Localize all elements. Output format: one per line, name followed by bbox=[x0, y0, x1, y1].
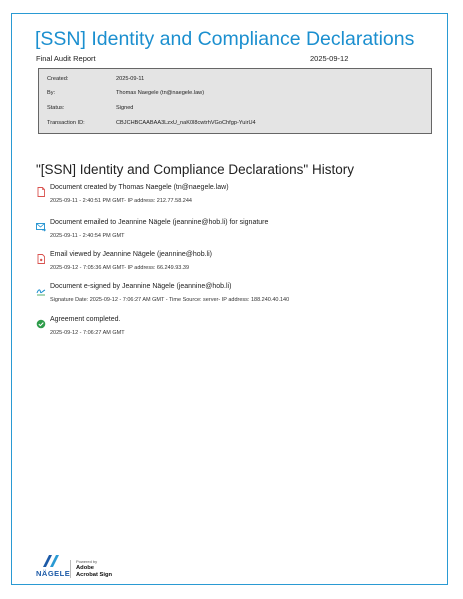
created-value: 2025-09-11 bbox=[116, 76, 145, 82]
email-viewed-icon bbox=[36, 251, 46, 261]
event-text: Document created by Thomas Naegele (tn@naegele.law) bbox=[50, 184, 229, 191]
event-text: Agreement completed. bbox=[50, 316, 121, 323]
history-title: "[SSN] Identity and Compliance Declarations" History bbox=[36, 162, 354, 177]
event-meta: Signature Date: 2025-09-12 - 7:06:27 AM GMT - Time Source: server- IP address: 188.240.40.140 bbox=[50, 297, 290, 303]
status-label: Status: bbox=[47, 105, 65, 111]
e-signed-icon bbox=[36, 283, 46, 293]
event-text: Document emailed to Jeannine Nägele (jeannine@hob.li) for signature bbox=[50, 219, 269, 226]
event-meta: 2025-09-12 - 7:06:27 AM GMT bbox=[50, 330, 125, 336]
email-sent-icon bbox=[36, 219, 46, 229]
adobe-line-1: Adobe bbox=[76, 565, 95, 571]
created-label: Created: bbox=[47, 76, 69, 82]
powered-by-label: Powered by bbox=[76, 559, 98, 564]
status-value: Signed bbox=[116, 105, 134, 111]
event-text: Document e-signed by Jeannine Nägele (jeannine@hob.li) bbox=[50, 283, 232, 290]
brand-name: NÄGELE bbox=[36, 569, 71, 578]
footer-divider bbox=[70, 560, 71, 578]
summary-box bbox=[38, 68, 432, 134]
transaction-label: Transaction ID: bbox=[47, 120, 85, 126]
report-date: 2025-09-12 bbox=[310, 54, 349, 63]
agreement-completed-icon bbox=[36, 316, 46, 326]
by-value: Thomas Naegele (tn@naegele.law) bbox=[116, 90, 205, 96]
transaction-value: CBJCHBCAABAA3LzxU_naK0l8cwtrhVGoChfgp-YuirU4 bbox=[116, 120, 256, 126]
by-label: By: bbox=[47, 90, 56, 96]
event-text: Email viewed by Jeannine Nägele (jeannine@hob.li) bbox=[50, 251, 212, 258]
document-title: [SSN] Identity and Compliance Declarations bbox=[35, 28, 415, 50]
adobe-line-2: Acrobat Sign bbox=[76, 572, 113, 578]
event-meta: 2025-09-12 - 7:05:36 AM GMT- IP address: 66.249.93.39 bbox=[50, 265, 190, 271]
event-meta: 2025-09-11 - 2:40:54 PM GMT bbox=[50, 233, 125, 239]
event-meta: 2025-09-11 - 2:40:51 PM GMT- IP address: 212.77.58.244 bbox=[50, 198, 192, 204]
adobe-sign-logo bbox=[76, 565, 112, 579]
report-subtitle: Final Audit Report bbox=[36, 54, 96, 63]
document-created-icon bbox=[36, 184, 46, 194]
